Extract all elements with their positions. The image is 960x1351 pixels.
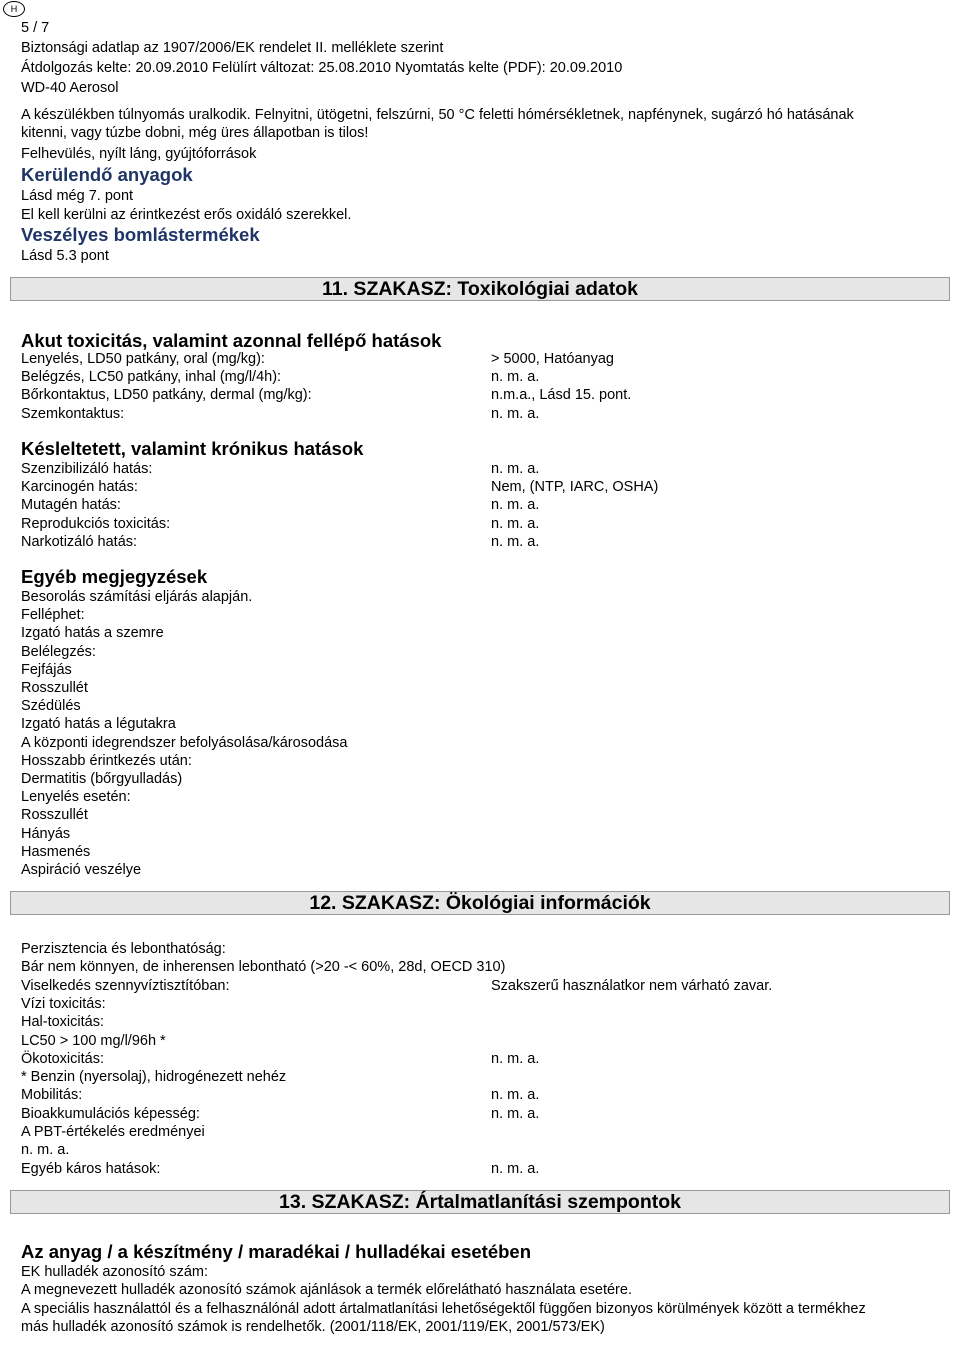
row-value: n. m. a. [491,1160,540,1177]
section-12-title: 12. SZAKASZ: Ökológiai információk [10,891,950,915]
row-value: n. m. a. [491,497,540,514]
row-value: n. m. a. [491,533,540,550]
text-line: Felléphet: [21,607,85,624]
row-label: * Benzin (nyersolaj), hidrogénezett nehéz [21,1069,287,1086]
row-label: Vízi toxicitás: [21,995,106,1012]
text-line: Besorolás számítási eljárás alapján. [21,589,253,605]
text-line: Aspiráció veszélye [21,862,142,878]
row-value: n. m. a. [491,405,540,422]
text-line: Izgató hatás a légutakra [21,716,176,733]
intro-text: Lásd 5.3 pont [21,248,109,264]
page-number: 5 / 7 [21,20,50,36]
intro-text: El kell kerülni az érintkezést erős oxidáló szerekkel. [21,207,352,223]
row-label: A PBT-értékelés eredményei [21,1124,205,1140]
row-label: Perzisztencia és lebonthatóság: [21,941,226,957]
intro-text: Lásd még 7. pont [21,188,134,204]
row-label: Lenyelés, LD50 patkány, oral (mg/kg): [21,351,265,367]
row-label: n. m. a. [21,1142,70,1159]
row-label: Ökotoxicitás: [21,1050,104,1067]
row-label: Karcinogén hatás: [21,479,138,496]
heading-disposal: Az anyag / a készítmény / maradékai / hulladékai esetében [21,1241,532,1262]
heading-decomposition: Veszélyes bomlástermékek [21,224,260,245]
heading-acute: Akut toxicitás, valamint azonnal fellépő hatások [21,330,442,351]
text-line: Rosszullét [21,807,88,824]
text-line: Dermatitis (bőrgyulladás) [21,771,183,787]
heading-avoid-materials: Kerülendő anyagok [21,164,193,185]
row-label: Egyéb káros hatások: [21,1160,161,1177]
row-value: n. m. a. [491,1105,540,1122]
row-value: Nem, (NTP, IARC, OSHA) [491,479,659,496]
text-line: Fejfájás [21,661,72,678]
text-line: Szédülés [21,698,81,715]
text-line: Belélegzés: [21,643,96,660]
text-line: A megnevezett hulladék azonosító számok ajánlások a termék előrelátható használata esetére. [21,1282,632,1299]
row-value: > 5000, Hatóanyag [491,351,614,367]
text-line: Hányás [21,825,71,842]
section-11-title: 11. SZAKASZ: Toxikológiai adatok [10,277,950,301]
row-value: n.m.a., Lásd 15. pont. [491,387,632,404]
row-label: Bioakkumulációs képesség: [21,1105,200,1122]
intro-text: A készülékben túlnyomás uralkodik. Felnyitni, ütögetni, felszúrni, 50 °C feletti hómérsékletnek, napfénynek, sugárzó hó hatásának [21,107,854,123]
row-label: LC50 > 100 mg/l/96h * [21,1032,166,1049]
section-13-title: 13. SZAKASZ: Ártalmatlanítási szempontok [10,1190,950,1214]
row-label: Mobilitás: [21,1087,83,1104]
row-label: Szenzibilizáló hatás: [21,461,153,477]
text-line: Hosszabb érintkezés után: [21,752,192,769]
intro-text: kitenni, vagy túzbe dobni, még üres állapotban is tilos! [21,125,369,141]
text-line: Lenyelés esetén: [21,789,131,806]
row-value: Szakszerű használatkor nem várható zavar. [491,977,773,994]
header-regulation: Biztonsági adatlap az 1907/2006/EK rendelet II. melléklete szerint [21,40,444,56]
text-line: A központi idegrendszer befolyásolása/károsodása [21,734,348,751]
row-label: Reprodukciós toxicitás: [21,515,171,532]
row-label: Mutagén hatás: [21,497,121,514]
row-value: n. m. a. [491,369,540,386]
intro-text: Felhevülés, nyílt láng, gyújtóforrások [21,146,257,162]
text-line: A speciális használattól és a felhasználónál adott ártalmatlanítási lehetőségektől függően bizonyos körülmények között a termékhez [21,1300,866,1317]
text-line: Izgató hatás a szemre [21,625,164,642]
document-header [21,18,622,98]
text-line: EK hulladék azonosító szám: [21,1264,208,1280]
text-line: Hasmenés [21,843,91,860]
row-label: Szemkontaktus: [21,405,125,422]
text-line: más hulladék azonosító számok is rendelhetők. (2001/118/EK, 2001/119/EK, 2001/573/EK) [21,1318,605,1335]
row-label: Hal-toxicitás: [21,1014,104,1031]
product-name: WD-40 Aerosol [21,80,119,96]
text-line: Rosszullét [21,680,88,696]
row-value: n. m. a. [491,515,540,532]
logo-icon: H [3,1,25,17]
row-label: Bár nem könnyen, de inherensen lebontható (>20 -< 60%, 28d, OECD 310) [21,959,506,976]
row-label: Viselkedés szennyvíztisztítóban: [21,977,230,994]
header-dates: Átdolgozás kelte: 20.09.2010 Felülírt változat: 25.08.2010 Nyomtatás kelte (PDF): 20.09.2010 [21,60,623,76]
row-label: Bőrkontaktus, LD50 patkány, dermal (mg/kg): [21,387,312,404]
row-value: n. m. a. [491,1087,540,1104]
row-value: n. m. a. [491,1050,540,1067]
heading-chronic: Késleltetett, valamint krónikus hatások [21,438,364,459]
row-label: Belégzés, LC50 patkány, inhal (mg/l/4h): [21,369,282,386]
heading-other: Egyéb megjegyzések [21,566,208,587]
row-label: Narkotizáló hatás: [21,533,138,550]
row-value: n. m. a. [491,461,540,477]
